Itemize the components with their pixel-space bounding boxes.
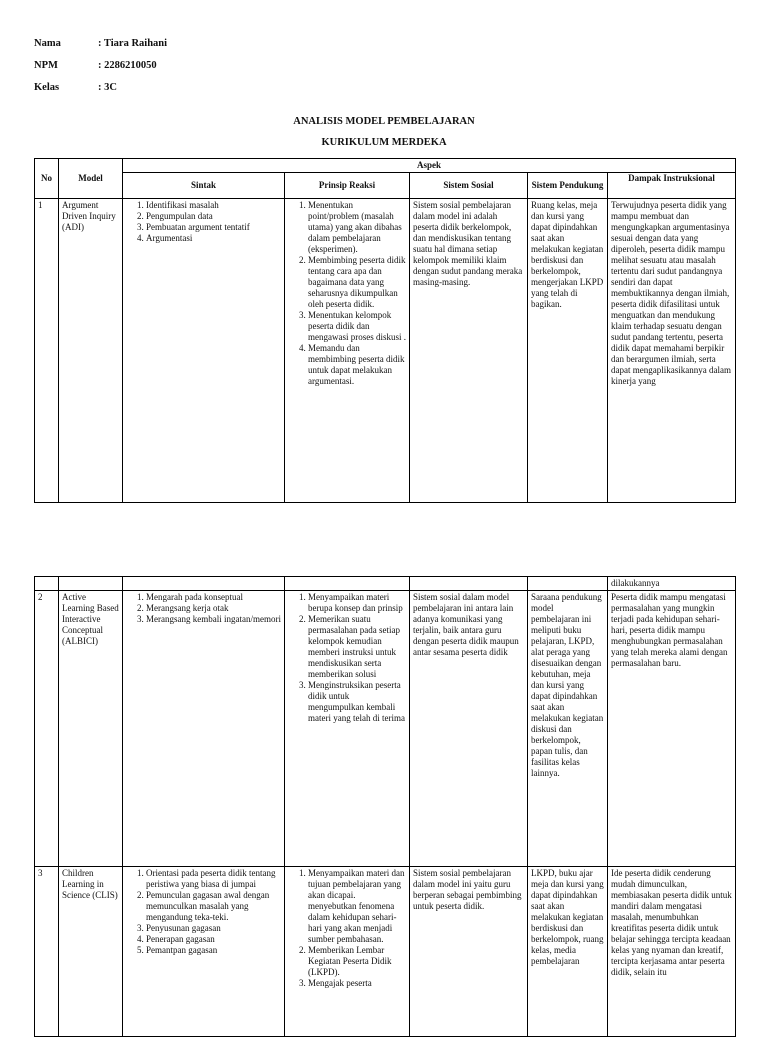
- list-item: 3. Menentukan kelompok peserta didik dan mengawasi proses diskusi .: [308, 310, 406, 343]
- list-item: 4. Penerapan gagasan: [146, 934, 281, 945]
- sintak-list: [126, 868, 281, 956]
- cell-sintak: [123, 199, 285, 503]
- meta-key: NPM: [34, 59, 58, 71]
- header-row: [35, 159, 736, 173]
- cell-sistem-sosial: Sistem sosial dalam model pembelajaran ini antara lain adanya komunikasi yang terjalin, baik antara guru dengan peserta didik maupun antar sesama peserta didik: [410, 591, 528, 867]
- header-aspek: Aspek: [123, 159, 736, 173]
- cell-dampak-continuation: dilakukannya: [608, 577, 736, 591]
- cell-sistem-pendukung: Saraana pendukung model pembelajaran ini meliputi buku pelajaran, LKPD, alat peraga yang disesuaikan dengan kebutuhan, meja dan kursi yang dapat dipindahkan saat akan melakukan kegiatan diskusi dan berkelompok, papan tulis, dan fasilitas kelas lainnya.: [528, 591, 608, 867]
- list-item: 3. Mengajak peserta: [308, 978, 406, 989]
- list-item: 1. Menentukan point/problem (masalah utama) yang akan dibahas dalam pembelajaran (eksperimen).: [308, 200, 406, 255]
- document-subtitle: KURIKULUM MERDEKA: [321, 137, 447, 148]
- list-item: 1. Orientasi pada peserta didik tentang peristiwa yang biasa di jumpai: [146, 868, 281, 890]
- list-item: 1. Identifikasi masalah: [146, 200, 281, 211]
- student-info: [34, 32, 167, 98]
- cell-sistem-sosial: Sistem sosial pembelajaran dalam model ini yaitu guru berperan sebagai pembimbing untuk peserta didik.: [410, 867, 528, 1037]
- meta-row-kelas: [34, 76, 167, 98]
- continuation-row: [35, 577, 736, 591]
- cell-model: Children Learning in Science (CLIS): [59, 867, 123, 1037]
- list-item: 2. Membimbing peserta didik tentang cara apa dan bagaimana data yang seharusnya dikumpulkan oleh peserta didik.: [308, 255, 406, 310]
- cell-sistem-sosial: Sistem sosial pembelajaran dalam model ini adalah peserta didik berkelompok, dan mendiskusikan tentang suatu hal dimana setiap kelompok memiliki klaim dengan sudut pandang meraka masing-masing.: [410, 199, 528, 503]
- list-item: 3. Menginstruksikan peserta didik untuk mengumpulkan kembali materi yang telah di terima: [308, 680, 406, 724]
- meta-key: Kelas: [34, 81, 60, 93]
- list-item: 1. Mengarah pada konseptual: [146, 592, 281, 603]
- cell-prinsip-reaksi: [285, 199, 410, 503]
- list-item: 3. Pembuatan argument tentatif: [146, 222, 281, 233]
- list-item: 1. Menyampaikan materi dan tujuan pembelajaran yang akan dicapai. menyebutkan fenomena dalam kehidupan sehari-hari yang akan menjadi sumber pembahasan.: [308, 868, 406, 945]
- list-item: 2. Pemunculan gagasan awal dengan memunculkan masalah yang mengandung teka-teki.: [146, 890, 281, 923]
- page-gap: [0, 504, 768, 576]
- cell-prinsip-reaksi: [285, 591, 410, 867]
- list-item: 4. Memandu dan membimbing peserta didik untuk dapat melakukan argumentasi.: [308, 343, 406, 387]
- prinsip-list: [288, 592, 406, 724]
- cell-model: Argument Driven Inquiry (ADI): [59, 199, 123, 503]
- list-item: 3. Penyusunan gagasan: [146, 923, 281, 934]
- cell-no: 1: [35, 199, 59, 503]
- cell-no: 3: [35, 867, 59, 1037]
- header-model: Model: [59, 159, 123, 199]
- table-row: [35, 867, 736, 1037]
- prinsip-list: [288, 200, 406, 387]
- table-row: [35, 591, 736, 867]
- sintak-list: [126, 592, 281, 625]
- meta-value: : Tiara Raihani: [98, 37, 168, 49]
- list-item: 2. Pengumpulan data: [146, 211, 281, 222]
- subheader-row: [35, 173, 736, 199]
- cell-dampak-instruksional: Ide peserta didik cenderung mudah dimunculkan, membiasakan peserta didik untuk mandiri dalam mengatasi masalah, menumbuhkan kreatifitas peserta didik untuk belajar sehingga tercipta keadaan kelas yang nyaman dan kreatif, tercipta kerjasama antar peserta didik, selain itu: [608, 867, 736, 1037]
- header-dampak-instruksional: Dampak Instruksional: [608, 173, 736, 199]
- meta-row-nama: [34, 32, 167, 54]
- meta-row-npm: [34, 54, 167, 76]
- prinsip-list: [288, 868, 406, 989]
- header-sistem-sosial: Sistem Sosial: [410, 173, 528, 199]
- analysis-table-page-2: [34, 576, 736, 1037]
- cell-sistem-pendukung: Ruang kelas, meja dan kursi yang dapat dipindahkan saat akan melakukan kegiatan berdiskusi dan berkelompok, mengerjakan LKPD yang telah di bagikan.: [528, 199, 608, 503]
- document-title: ANALISIS MODEL PEMBELAJARAN: [293, 116, 475, 127]
- header-sintak: Sintak: [123, 173, 285, 199]
- list-item: 2. Memberikan Lembar Kegiatan Peserta Didik (LKPD).: [308, 945, 406, 978]
- list-item: 5. Pemantpan gagasan: [146, 945, 281, 956]
- cell-no: 2: [35, 591, 59, 867]
- list-item: 4. Argumentasi: [146, 233, 281, 244]
- sintak-list: [126, 200, 281, 244]
- cell-sintak: [123, 867, 285, 1037]
- header-no: No: [35, 159, 59, 199]
- analysis-table-page-1: [34, 158, 736, 503]
- meta-key: Nama: [34, 37, 61, 49]
- cell-sintak: [123, 591, 285, 867]
- list-item: 2. Merangsang kerja otak: [146, 603, 281, 614]
- list-item: 2. Memerikan suatu permasalahan pada setiap kelompok kemudian memberi instruksi untuk mendiskusikan serta memberikan solusi: [308, 614, 406, 680]
- list-item: 3. Merangsang kembali ingatan/memori: [146, 614, 281, 625]
- meta-value: : 2286210050: [98, 59, 157, 71]
- cell-prinsip-reaksi: [285, 867, 410, 1037]
- header-sistem-pendukung: Sistem Pendukung: [528, 173, 608, 199]
- cell-dampak-instruksional: Terwujudnya peserta didik yang mampu membuat dan mengungkapkan argumentasinya sesuai dengan data yang diperoleh, peserta didik mampu melihat sesuatu atau masalah tertentu dari sudut pandangnya sendiri dan dapat membuktikannya dengan ilmiah, peserta didik difasilitasi untuk menguatkan dan mendukung klaim terhadap sesuatu dengan sudut pandang tertentu, peserta didik dapat memahami berpikir dan berargumen ilmiah, serta dapat mengaplikasikannya dalam kinerja yang: [608, 199, 736, 503]
- cell-model: Active Learning Based Interactive Conceptual (ALBICI): [59, 591, 123, 867]
- header-prinsip-reaksi: Prinsip Reaksi: [285, 173, 410, 199]
- cell-dampak-instruksional: Peserta didik mampu mengatasi permasalahan yang mungkin terjadi pada kehidupan sehari-hari, peserta didik mampu menghubungkan permasalahan yang telah mereka alami dengan permasalahan baru.: [608, 591, 736, 867]
- cell-sistem-pendukung: LKPD, buku ajar meja dan kursi yang dapat dipindahkan saat akan melakukan kegiatan berdiskusi dan berkelompok, ruang kelas, media pembelajaran: [528, 867, 608, 1037]
- meta-value: : 3C: [98, 81, 117, 93]
- table-row: [35, 199, 736, 503]
- list-item: 1. Menyampaikan materi berupa konsep dan prinsip: [308, 592, 406, 614]
